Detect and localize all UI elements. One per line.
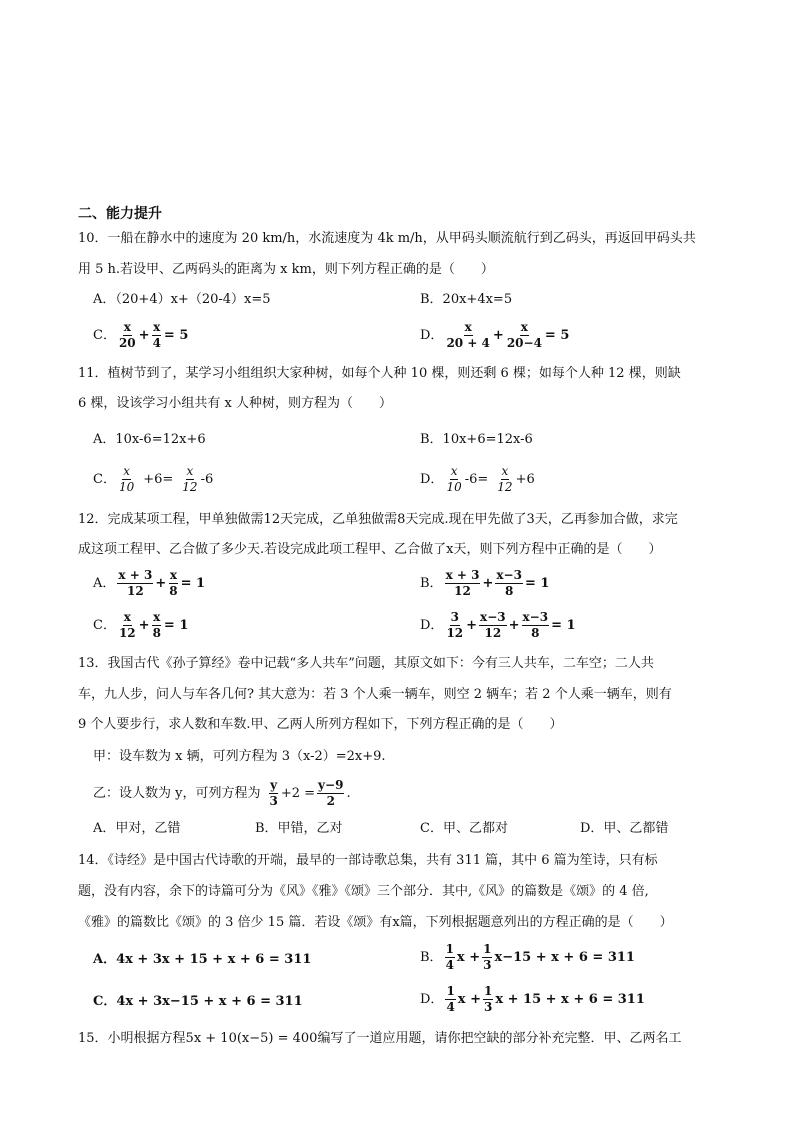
q13-option-b: B．甲错，乙对	[255, 821, 343, 836]
fraction: $\frac{x}{10}$	[118, 464, 135, 494]
fraction: $\frac{1}{3}$	[483, 942, 492, 972]
q11-line1: 11．植树节到了，某学习小组组织大家种树，如每个人种 10 棵，则还剩 6 棵；如每个人种 12 棵，则缺	[78, 366, 681, 381]
q11-option-c	[93, 465, 213, 494]
q10-line1: 10．一船在静水中的速度为 20 km/h，水流速度为 4k m/h，从甲码头顺流航行到乙码头，再返回甲码头共	[78, 231, 696, 246]
q13-line2: 车，九人步，问人与车各几何? 其大意为：若 3 个人乘一辆车，则空 2 辆车；若 2 个人乘一辆车，则有	[78, 687, 672, 702]
middle-text: +6=	[143, 472, 174, 487]
fraction: $\frac{x + 3}{12}$	[445, 568, 480, 598]
fraction: $\frac{1}{4}$	[446, 984, 455, 1014]
option-label: D．	[420, 992, 444, 1007]
fraction: $\frac{x}{4}$	[152, 320, 161, 350]
fraction: $\frac{x-3}{12}$	[480, 610, 506, 640]
q12-option-d	[420, 611, 576, 640]
q12-option-a	[93, 569, 205, 598]
q11-line2: 6 棵，设该学习小组共有 x 人种树，则方程为（ ）	[78, 396, 392, 411]
middle-text: x +	[457, 992, 481, 1007]
rhs: = 5	[544, 328, 570, 343]
middle-text: x +	[456, 950, 481, 965]
option-label: C．	[93, 472, 116, 487]
rhs: = 1	[180, 576, 206, 591]
q14-line2: 题，没有内容，余下的诗篇可分为《风》《雅》《颂》三个部分．其中,《风》的篇数是《颂》的 4 倍,	[78, 884, 649, 899]
option-label: D．	[420, 618, 444, 633]
q13-option-c: C．甲、乙都对	[420, 821, 508, 836]
q14-option-b	[420, 943, 635, 972]
fraction: $\frac{x}{20-4}$	[506, 320, 542, 350]
q12-option-c	[93, 611, 188, 640]
rhs: = 1	[524, 576, 550, 591]
q15-line1: 15．小明根据方程5x + 10(x−5) = 400编写了一道应用题，请你把空缺的部分补充完整．甲、乙两名工	[78, 1031, 682, 1046]
fraction: $\frac{x-3}{8}$	[522, 610, 549, 640]
fraction: $\frac{1}{3}$	[483, 984, 493, 1014]
q13-line3: 9 个人要步行，求人数和车数.甲、乙两人所列方程如下，下列方程正确的是（ ）	[78, 717, 563, 732]
operator: +	[155, 576, 167, 591]
q14-line3: 《雅》的篇数比《颂》的 3 倍少 15 篇．若设《颂》有x篇，下列根据题意列出的方程正确的是（ ）	[78, 915, 673, 930]
option-label: A．	[93, 576, 116, 591]
tail-text: x + 15 + x + 6 = 311	[495, 992, 645, 1007]
middle-text: +2 =	[280, 786, 316, 801]
q12-option-b	[420, 569, 549, 598]
operator: +	[482, 576, 494, 591]
fraction: $\frac{x}{8}$	[169, 568, 178, 598]
q11-option-b: B．10x+6=12x-6	[420, 432, 533, 447]
tail-text: .	[346, 786, 351, 801]
tail-text: -6	[200, 472, 214, 487]
q13-jia-statement: 甲：设车数为 x 辆，可列方程为 3（x-2）=2x+9.	[93, 749, 386, 764]
fraction: $\frac{3}{12}$	[446, 610, 464, 640]
option-label: C．	[93, 618, 116, 633]
operator: +	[138, 618, 150, 633]
fraction: $\frac{x}{10}$	[446, 464, 462, 494]
operator: +	[508, 618, 520, 633]
fraction: $\frac{1}{4}$	[445, 942, 454, 972]
fraction: $\frac{y}{3}$	[269, 778, 278, 808]
q13-option-a: A．甲对，乙错	[93, 821, 181, 836]
q13-line1: 13．我国古代《孙子算经》卷中记载“多人共车”问题，其原文如下：今有三人共车，二车空；二人共	[78, 656, 654, 671]
q10-option-a: A．（20+4）x+（20-4）x=5	[93, 292, 271, 307]
operator: +	[138, 328, 150, 343]
fraction: $\frac{x}{20 + 4}$	[446, 320, 490, 350]
option-label: B．	[420, 576, 443, 591]
q10-line2: 用 5 h.若设甲、乙两码头的距离为 x km，则下列方程正确的是（ ）	[78, 262, 494, 277]
fraction: $\frac{y-9}{2}$	[318, 778, 344, 808]
q14-option-d	[420, 985, 645, 1014]
fraction: $\frac{x}{8}$	[152, 610, 161, 640]
rhs: = 5	[163, 328, 189, 343]
tail-text: +6	[515, 472, 535, 487]
q11-option-a: A．10x-6=12x+6	[93, 432, 206, 447]
middle-text: -6=	[464, 472, 489, 487]
q10-option-b: B．20x+4x=5	[420, 292, 513, 307]
operator: +	[466, 618, 478, 633]
fraction: $\frac{x}{12}$	[182, 464, 198, 494]
operator: +	[492, 328, 504, 343]
rhs: = 1	[163, 618, 189, 633]
option-label: B．	[420, 950, 443, 965]
rhs: = 1	[551, 618, 576, 633]
q13-yi-statement	[93, 779, 351, 808]
fraction: $\frac{x + 3}{12}$	[118, 568, 153, 598]
q14-line1: 14．《诗经》是中国古代诗歌的开端，最早的一部诗歌总集，共有 311 篇，其中 6 篇为笙诗，只有标	[78, 853, 658, 868]
fraction: $\frac{x-3}{8}$	[496, 568, 522, 598]
section-title: 二、能力提升	[78, 206, 162, 222]
q10-option-d	[420, 321, 569, 350]
tail-text: x−15 + x + 6 = 311	[494, 950, 635, 965]
option-label: D．	[420, 328, 444, 343]
q13-option-d: D．甲、乙都错	[580, 821, 669, 836]
q10-option-c	[93, 321, 188, 350]
yi-prefix: 乙：设人数为 y，可列方程为	[93, 786, 261, 801]
q12-line1: 12．完成某项工程，甲单独做需12天完成，乙单独做需8天完成.现在甲先做了3天，乙再参加合做，求完	[78, 512, 678, 527]
option-label: C．	[93, 328, 116, 343]
q12-line2: 成这项工程甲、乙合做了多少天.若设完成此项工程甲、乙合做了x天，则下列方程中正确的是（ ）	[78, 542, 662, 557]
fraction: $\frac{x}{12}$	[118, 610, 136, 640]
q14-option-a: A．4x + 3x + 15 + x + 6 = 311	[93, 952, 312, 967]
q14-option-c: C．4x + 3x−15 + x + 6 = 311	[93, 994, 303, 1009]
fraction: $\frac{x}{12}$	[497, 464, 513, 494]
fraction: $\frac{x}{20}$	[118, 320, 136, 350]
q11-option-d	[420, 465, 535, 494]
option-label: D．	[420, 472, 444, 487]
